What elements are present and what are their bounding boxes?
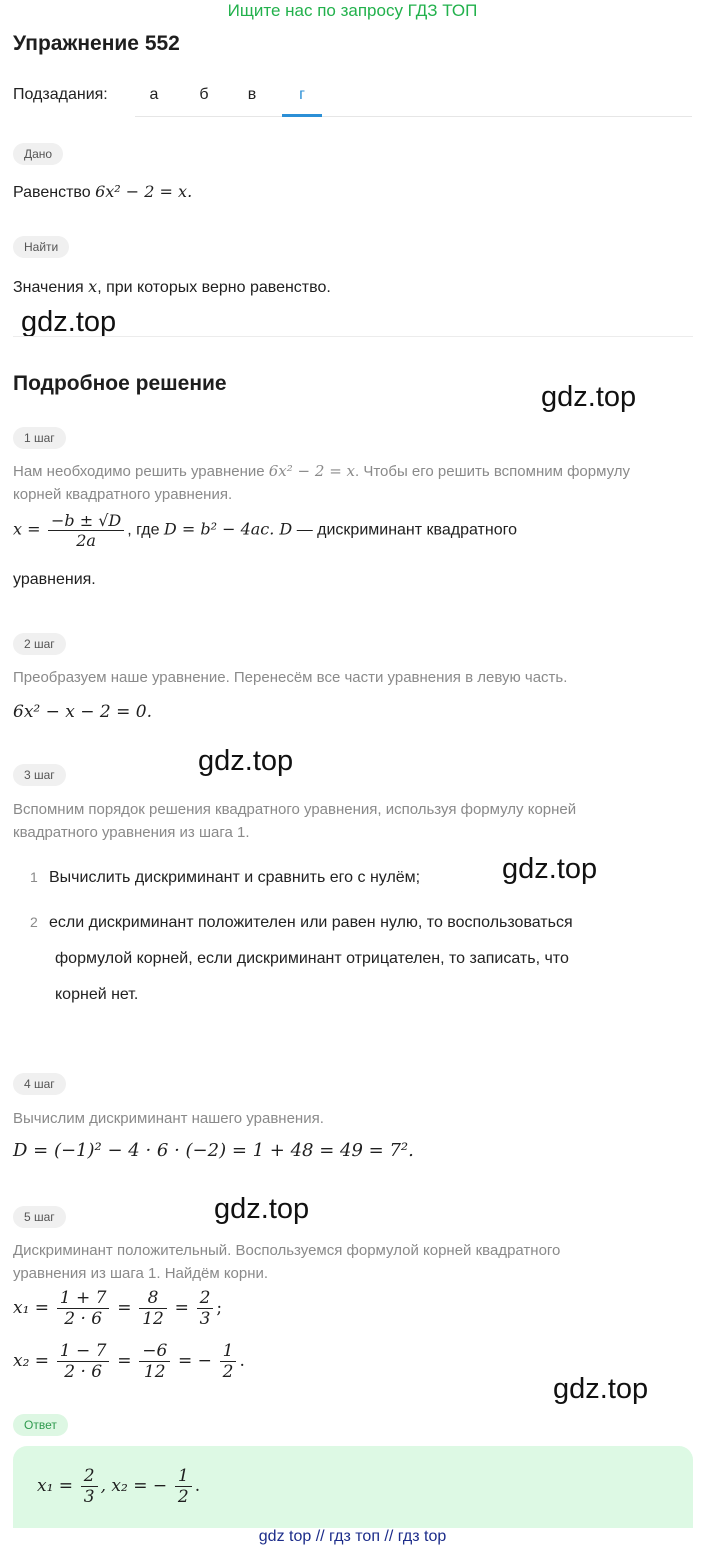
numerator: 1 − 7: [57, 1341, 110, 1362]
fraction: [57, 1341, 110, 1382]
fraction: [175, 1466, 192, 1507]
denominator: 3: [83, 1487, 95, 1507]
find-text: [13, 277, 331, 297]
formula-denominator: 2a: [76, 531, 96, 550]
step-badge: 1 шаг: [13, 427, 66, 449]
step1-text-f: уравнения.: [13, 571, 96, 588]
given-badge: Дано: [13, 143, 63, 165]
equals-sign: =: [174, 1297, 189, 1318]
equals-minus: = −: [178, 1350, 212, 1371]
equals-sign: =: [117, 1350, 132, 1371]
answer-x2-lhs: , x₂ = −: [100, 1475, 168, 1496]
numerator: 2: [197, 1288, 214, 1309]
find-badge: Найти: [13, 236, 69, 258]
step5-text-a: Дискриминант положительный. Воспользуемся формулой корней квадратного: [13, 1242, 561, 1259]
watermark: gdz.top: [553, 1373, 649, 1405]
numerator: 8: [139, 1288, 167, 1309]
given-equation: 6x² − 2 = x.: [95, 182, 193, 201]
step1-equation: 6x² − 2 = x: [268, 462, 355, 480]
watermark: gdz.top: [198, 745, 294, 777]
step-badge: 3 шаг: [13, 764, 66, 786]
watermark: gdz.top: [21, 306, 117, 338]
fraction: [57, 1288, 110, 1329]
divider: [13, 336, 693, 337]
answer-content: [37, 1466, 200, 1507]
find-prefix: Значения: [13, 279, 84, 296]
step1-text-a: Нам необходимо решить уравнение: [13, 463, 265, 480]
formula-fraction: [48, 511, 124, 550]
fraction: [81, 1466, 98, 1507]
tab-v[interactable]: в: [247, 86, 257, 103]
step3-text-a: Вспомним порядок решения квадратного уравнения, используя формулу корней: [13, 801, 577, 818]
step-text: [13, 460, 698, 483]
step1-text-b: . Чтобы его решить вспомним формулу: [355, 463, 631, 480]
list-item-continuation: формулой корней, если дискриминант отрицателен, то записать, что: [55, 950, 569, 967]
list-item: Вычислить дискриминант и сравнить его с нулём;: [49, 869, 421, 886]
tab-a[interactable]: а: [149, 86, 159, 103]
denominator: 2 · 6: [64, 1362, 103, 1382]
step1-formula: [13, 511, 517, 569]
list-item-continuation: корней нет.: [55, 986, 139, 1003]
x1-end: ;: [216, 1297, 223, 1318]
section-title: Подробное решение: [13, 372, 227, 395]
subtasks-label: Подзадания:: [13, 86, 108, 103]
numerator: 1: [220, 1341, 237, 1362]
numerator: 2: [81, 1466, 98, 1487]
answer-box: [13, 1446, 693, 1528]
tab-b[interactable]: б: [199, 86, 209, 103]
denominator: 2: [222, 1362, 234, 1382]
discriminant-formula: D = b² − 4ac. D: [163, 519, 293, 539]
numerator: −6: [139, 1341, 170, 1362]
x2-end: .: [239, 1350, 245, 1371]
step1-text-e: — дискриминант квадратного: [292, 521, 517, 539]
fraction: [220, 1341, 237, 1382]
step1-text-d: , где: [127, 521, 160, 539]
step2-equation: 6x² − x − 2 = 0.: [13, 702, 152, 722]
denominator: 2 · 6: [64, 1309, 103, 1329]
root-x1: [13, 1288, 222, 1329]
denominator: 12: [143, 1362, 166, 1382]
numerator: 1 + 7: [57, 1288, 110, 1309]
step-badge: 4 шаг: [13, 1073, 66, 1095]
step5-text-b: уравнения из шага 1. Найдём корни.: [13, 1265, 269, 1282]
x1-lhs: x₁ =: [13, 1297, 50, 1318]
watermark: gdz.top: [541, 381, 637, 413]
footer-links[interactable]: gdz top // гдз топ // гдз top: [258, 1528, 447, 1545]
root-x2: [13, 1341, 245, 1382]
fraction: [139, 1288, 167, 1329]
fraction: [197, 1288, 214, 1329]
given-prefix: Равенство: [13, 184, 91, 201]
active-tab-underline: [282, 114, 322, 117]
list-item-number: 1: [30, 869, 38, 885]
subtask-tabs: [135, 82, 692, 117]
watermark: gdz.top: [502, 853, 598, 885]
find-variable: x: [88, 277, 98, 296]
step-badge: 2 шаг: [13, 633, 66, 655]
step3-text-b: квадратного уравнения из шага 1.: [13, 824, 250, 841]
x2-lhs: x₂ =: [13, 1350, 50, 1371]
step4-equation: D = (−1)² − 4 · 6 · (−2) = 1 + 48 = 49 = 7².: [13, 1140, 414, 1161]
denominator: 3: [199, 1309, 211, 1329]
answer-badge: Ответ: [13, 1414, 68, 1436]
denominator: 12: [142, 1309, 164, 1329]
page-title: Упражнение 552: [13, 32, 180, 55]
answer-x1-lhs: x₁ =: [37, 1475, 74, 1496]
step2-text: Преобразуем наше уравнение. Перенесём все части уравнения в левую часть.: [13, 669, 568, 686]
list-item-number: 2: [30, 914, 38, 930]
given-text: [13, 182, 192, 202]
denominator: 2: [177, 1487, 189, 1507]
step4-text: Вычислим дискриминант нашего уравнения.: [13, 1110, 324, 1127]
step1-text-c: корней квадратного уравнения.: [13, 486, 233, 503]
equals-sign: =: [117, 1297, 132, 1318]
find-suffix: , при которых верно равенство.: [97, 279, 331, 296]
fraction: [139, 1341, 170, 1382]
answer-end: .: [194, 1475, 201, 1496]
list-item: если дискриминант положителен или равен нулю, то воспользоваться: [49, 914, 573, 931]
step-badge: 5 шаг: [13, 1206, 66, 1228]
top-banner: Ищите нас по запросу ГДЗ ТОП: [227, 1, 478, 20]
numerator: 1: [175, 1466, 192, 1487]
formula-numerator: −b ± √D: [48, 511, 124, 531]
formula-lhs: x =: [13, 519, 41, 539]
tab-g[interactable]: г: [299, 86, 305, 103]
watermark: gdz.top: [214, 1193, 310, 1225]
